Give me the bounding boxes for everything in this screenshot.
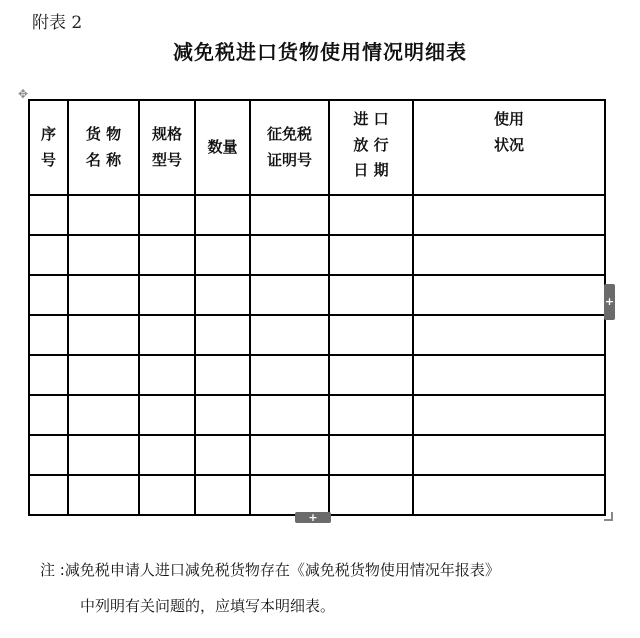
footnote	[40, 552, 500, 624]
table-row	[29, 395, 605, 435]
table-cell[interactable]	[29, 435, 68, 475]
table-cell[interactable]	[250, 435, 329, 475]
header-spec-model	[139, 100, 195, 195]
table-cell[interactable]	[250, 275, 329, 315]
table-cell[interactable]	[329, 475, 413, 515]
table-row	[29, 195, 605, 235]
document-title: 减免税进口货物使用情况明细表	[173, 40, 467, 64]
table-cell[interactable]	[250, 195, 329, 235]
header-row	[29, 100, 605, 195]
table-cell[interactable]	[250, 315, 329, 355]
footnote-line-2: 中列明有关问题的，应填写本明细表。	[80, 597, 336, 615]
table-cell[interactable]	[329, 395, 413, 435]
table-cell[interactable]	[139, 275, 195, 315]
table-cell[interactable]	[250, 355, 329, 395]
table-row	[29, 475, 605, 515]
table-cell[interactable]	[329, 275, 413, 315]
add-column-icon[interactable]: +	[604, 284, 615, 320]
table-cell[interactable]	[195, 475, 250, 515]
header-goods-name-line: 名 称	[85, 150, 122, 169]
table-cell[interactable]	[68, 315, 139, 355]
header-spec-model-line: 规格	[151, 125, 182, 143]
table-cell[interactable]	[139, 395, 195, 435]
table-cell[interactable]	[139, 315, 195, 355]
table-cell[interactable]	[195, 195, 250, 235]
header-goods-name	[68, 100, 139, 195]
table-cell[interactable]	[195, 355, 250, 395]
table-resize-icon[interactable]	[604, 512, 613, 521]
detail-table-container	[28, 99, 604, 510]
table-cell[interactable]	[139, 195, 195, 235]
table-row	[29, 275, 605, 315]
header-usage-status-line: 状况	[493, 135, 524, 154]
add-row-icon[interactable]: +	[295, 512, 331, 523]
table-cell[interactable]	[413, 475, 605, 515]
table-cell[interactable]	[195, 395, 250, 435]
footnote-line-1: 注 :减免税申请人进口减免税货物存在《减免税货物使用情况年报表》	[40, 561, 500, 579]
table-cell[interactable]	[29, 275, 68, 315]
table-cell[interactable]	[139, 355, 195, 395]
table-cell[interactable]	[68, 435, 139, 475]
header-usage-status	[413, 100, 605, 195]
table-row	[29, 435, 605, 475]
table-cell[interactable]	[250, 475, 329, 515]
table-cell[interactable]	[413, 195, 605, 235]
table-cell[interactable]	[329, 195, 413, 235]
table-row	[29, 315, 605, 355]
header-usage-status-line: 使用	[493, 110, 524, 128]
table-row	[29, 355, 605, 395]
table-cell[interactable]	[68, 395, 139, 435]
table-cell[interactable]	[29, 475, 68, 515]
header-serial-no-line: 号	[40, 150, 56, 169]
detail-table	[28, 99, 606, 516]
header-goods-name-line: 货 物	[85, 125, 122, 143]
table-body	[29, 195, 605, 515]
header-import-release-date	[329, 100, 413, 195]
header-exemption-cert-no-line: 征免税	[266, 125, 312, 143]
table-cell[interactable]	[329, 235, 413, 275]
table-cell[interactable]	[250, 395, 329, 435]
table-cell[interactable]	[68, 235, 139, 275]
header-quantity	[195, 100, 250, 195]
table-cell[interactable]	[139, 435, 195, 475]
table-cell[interactable]	[413, 235, 605, 275]
table-cell[interactable]	[68, 355, 139, 395]
table-cell[interactable]	[413, 315, 605, 355]
table-cell[interactable]	[68, 275, 139, 315]
table-cell[interactable]	[139, 235, 195, 275]
header-import-release-date-line: 放 行	[353, 135, 389, 154]
table-row	[29, 235, 605, 275]
table-cell[interactable]	[329, 435, 413, 475]
header-exemption-cert-no-line: 证明号	[266, 150, 312, 169]
table-cell[interactable]	[29, 195, 68, 235]
table-cell[interactable]	[68, 475, 139, 515]
table-cell[interactable]	[29, 355, 68, 395]
table-move-icon[interactable]: ✥	[17, 87, 29, 101]
table-cell[interactable]	[29, 235, 68, 275]
table-cell[interactable]	[195, 275, 250, 315]
header-spec-model-line: 型号	[151, 150, 182, 169]
table-cell[interactable]	[413, 395, 605, 435]
table-cell[interactable]	[413, 435, 605, 475]
header-serial-no	[29, 100, 68, 195]
table-cell[interactable]	[139, 475, 195, 515]
header-import-release-date-line: 进 口	[353, 110, 389, 128]
header-import-release-date-line: 日 期	[353, 161, 389, 179]
header-exemption-cert-no	[250, 100, 329, 195]
header-serial-no-line: 序	[40, 125, 56, 143]
appendix-label: 附表 2	[32, 13, 83, 33]
table-cell[interactable]	[29, 395, 68, 435]
table-cell[interactable]	[195, 235, 250, 275]
table-cell[interactable]	[329, 355, 413, 395]
table-cell[interactable]	[413, 355, 605, 395]
table-cell[interactable]	[195, 435, 250, 475]
table-cell[interactable]	[329, 315, 413, 355]
table-cell[interactable]	[68, 195, 139, 235]
table-cell[interactable]	[29, 315, 68, 355]
header-quantity-line: 数量	[207, 137, 238, 156]
table-cell[interactable]	[413, 275, 605, 315]
table-cell[interactable]	[195, 315, 250, 355]
table-cell[interactable]	[250, 235, 329, 275]
